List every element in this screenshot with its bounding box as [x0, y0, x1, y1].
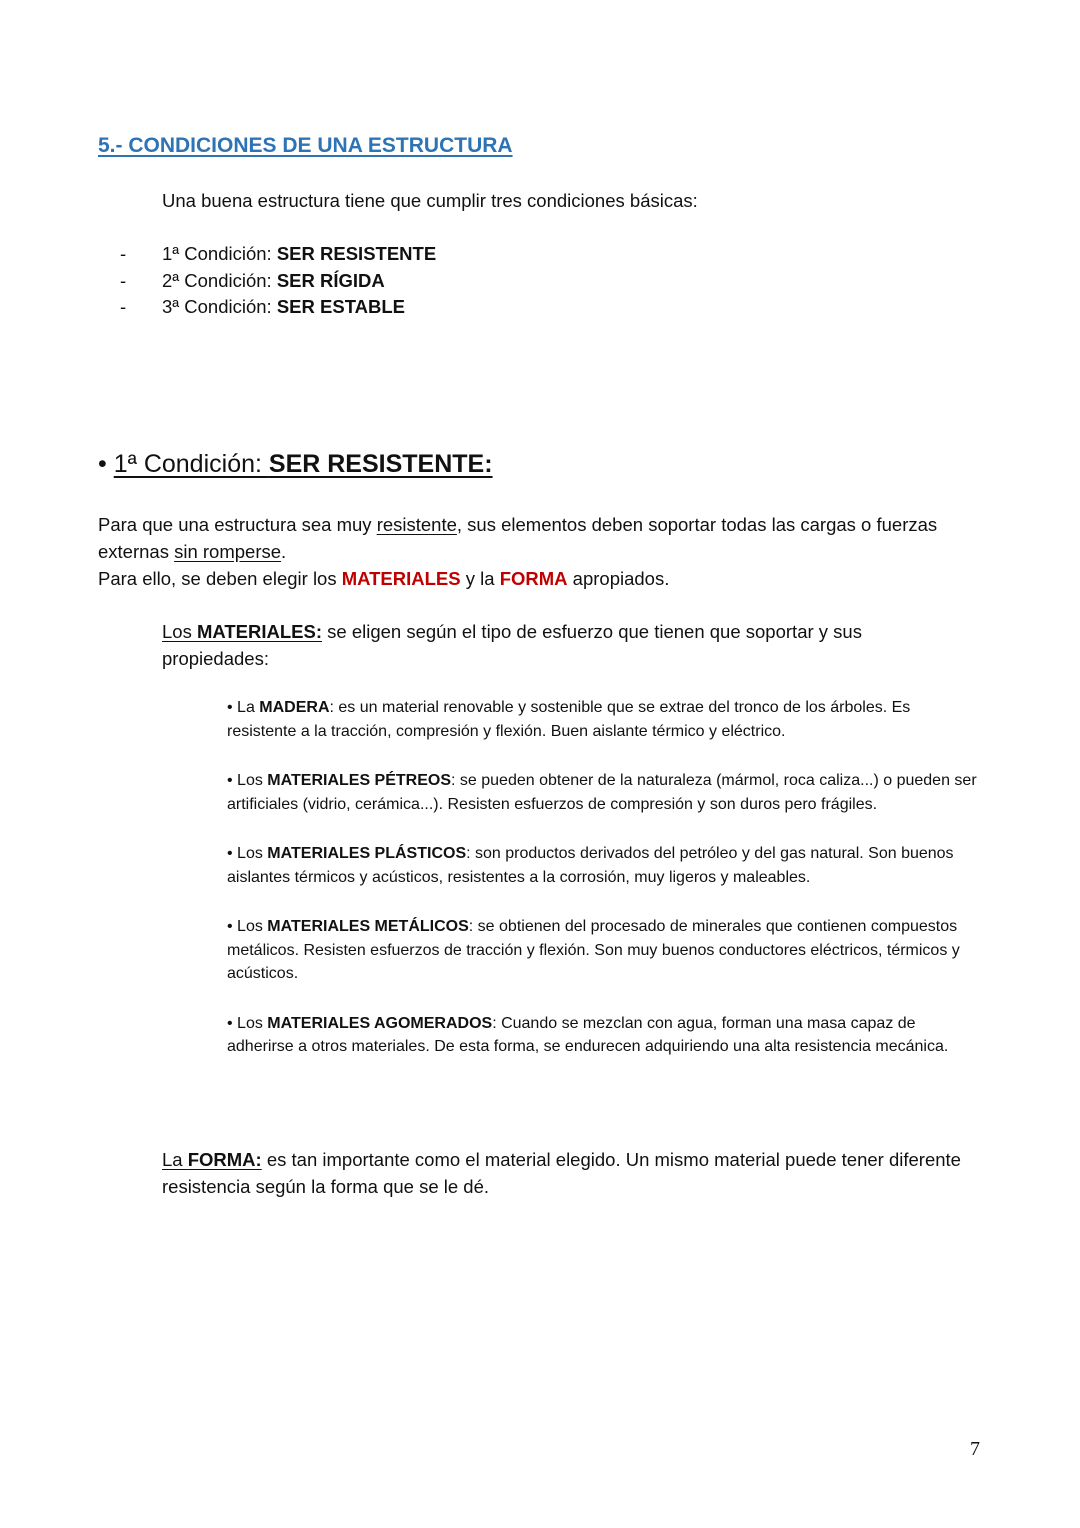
text-run: Para que una estructura sea muy: [98, 514, 377, 535]
material-name: MATERIALES METÁLICOS: [267, 918, 469, 935]
material-description: : se pueden obtener de la naturaleza (mármol, roca caliza...) o pueden ser artificiales (vidrio, cerámica...). Resisten esfuerzos de compresión y son duros pero frágiles.: [227, 772, 977, 813]
bullet-marker: •: [98, 450, 107, 478]
material-name: MADERA: [259, 699, 330, 716]
material-description: : es un material renovable y sostenible que se extrae del tronco de los árboles. Es resistente a la tracción, compresión y flexión. Buen aislante térmico y eléctrico.: [227, 699, 911, 740]
text-run: • Los: [227, 772, 268, 789]
section-title: 5.- CONDICIONES DE UNA ESTRUCTURA: [98, 134, 513, 157]
forma-heading: [162, 1149, 262, 1170]
text-run: se eligen según el tipo de esfuerzo que tienen que soportar y sus propiedades:: [162, 621, 862, 669]
subsection-label: 1ª Condición:: [113, 450, 269, 478]
forma-paragraph: [162, 1146, 962, 1200]
sin-romperse-term: sin romperse: [174, 541, 282, 562]
condition-value: SER RÍGIDA: [276, 269, 385, 291]
material-description: : se obtienen del procesado de minerales que contienen compuestos metálicos. Resisten esfuerzos de tracción y flexión. Son muy buenos conductores eléctricos, térmicos y acústicos.: [227, 918, 960, 982]
materials-heading: [162, 621, 322, 642]
material-name: MATERIALES PLÁSTICOS: [267, 845, 467, 862]
dash-marker: -: [120, 269, 127, 291]
condition-value: SER ESTABLE: [276, 296, 405, 317]
condition-label: 1ª Condición:: [162, 243, 277, 264]
materials-list: [227, 696, 977, 1085]
text-run: Para ello, se deben elegir los: [98, 568, 342, 589]
condition-label: 3ª Condición:: [162, 296, 277, 317]
forma-key: FORMA:: [187, 1149, 262, 1170]
subsection-heading: [98, 450, 493, 479]
material-item: [227, 842, 977, 889]
conditions-list: [120, 241, 436, 321]
text-run: es tan importante como el material elegido. Un mismo material puede tener diferente resistencia según la forma que se le dé.: [162, 1149, 961, 1197]
text-run: • Los: [227, 918, 268, 935]
text-run: • Los: [227, 1014, 268, 1032]
text-run: Los: [162, 621, 197, 642]
text-run: La: [162, 1149, 188, 1170]
material-item: [227, 696, 977, 743]
materials-key: MATERIALES:: [196, 621, 323, 642]
condition-value: SER RESISTENTE: [276, 243, 437, 264]
material-description: : son productos derivados del petróleo y del gas natural. Son buenos aislantes térmicos y acústicos, resistentes a la corrosión, muy ligeros y maleables.: [227, 845, 954, 886]
condition-item: [120, 294, 436, 321]
condition-item: [120, 268, 436, 295]
material-item: [227, 1012, 977, 1059]
intro-text: Una buena estructura tiene que cumplir tres condiciones básicas:: [162, 190, 698, 211]
material-name: MATERIALES PÉTREOS: [267, 772, 452, 789]
materiales-keyword: MATERIALES: [341, 568, 461, 589]
condition-item: [120, 241, 436, 268]
text-run: • La: [227, 699, 260, 716]
material-name: MATERIALES AGOMERADOS: [267, 1014, 493, 1032]
subsection-title: [114, 450, 493, 478]
forma-keyword: FORMA: [499, 568, 568, 589]
text-run: apropiados.: [567, 568, 670, 589]
resistente-term: resistente: [376, 514, 457, 535]
text-run: , sus elementos deben soportar todas las cargas o fuerzas externas: [98, 514, 938, 562]
material-item: [227, 915, 977, 986]
subsection-value: SER RESISTENTE:: [268, 450, 493, 478]
material-description: : Cuando se mezclan con agua, forman una masa capaz de adherirse a otros materiales. De esta forma, se endurecen adquiriendo una alta resistencia mecánica.: [227, 1014, 949, 1055]
text-run: .: [281, 541, 287, 562]
dash-marker: -: [120, 296, 127, 317]
materials-intro: [162, 618, 942, 672]
page-number: 7: [970, 1438, 980, 1460]
text-run: y la: [460, 568, 500, 589]
dash-marker: -: [120, 243, 127, 264]
material-item: [227, 769, 977, 816]
text-run: • Los: [227, 845, 268, 862]
resistance-paragraph: [98, 511, 958, 592]
condition-label: 2ª Condición:: [162, 269, 277, 291]
